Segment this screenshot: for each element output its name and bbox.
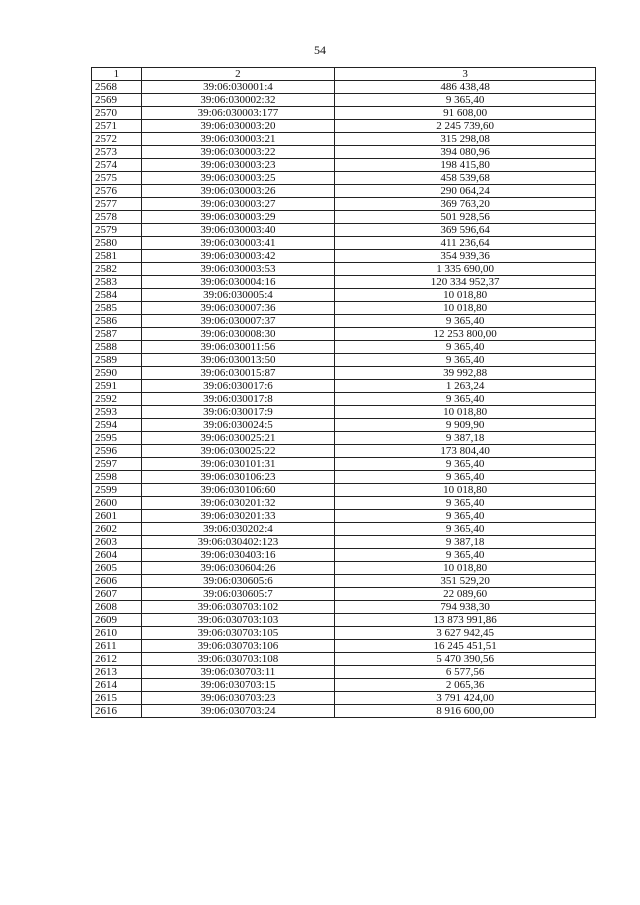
row-number-cell: 2592 [92,393,142,406]
value-cell: 22 089,60 [335,588,596,601]
value-cell: 9 365,40 [335,510,596,523]
cadastral-number-cell: 39:06:030201:32 [141,497,335,510]
table-row [92,419,596,432]
row-number-cell: 2604 [92,549,142,562]
row-number-cell: 2595 [92,432,142,445]
value-cell: 2 245 739,60 [335,120,596,133]
row-number-cell: 2577 [92,198,142,211]
row-number-cell: 2568 [92,81,142,94]
row-number-cell: 2587 [92,328,142,341]
value-cell: 3 627 942,45 [335,627,596,640]
cadastral-number-cell: 39:06:030003:29 [141,211,335,224]
value-cell: 290 064,24 [335,185,596,198]
value-cell: 9 909,90 [335,419,596,432]
cadastral-number-cell: 39:06:030003:20 [141,120,335,133]
row-number-cell: 2583 [92,276,142,289]
table-row [92,198,596,211]
row-number-cell: 2586 [92,315,142,328]
table-row [92,432,596,445]
value-cell: 10 018,80 [335,289,596,302]
value-cell: 5 470 390,56 [335,653,596,666]
table-row [92,302,596,315]
cadastral-number-cell: 39:06:030703:106 [141,640,335,653]
table-row [92,406,596,419]
value-cell: 9 365,40 [335,497,596,510]
cadastral-number-cell: 39:06:030703:103 [141,614,335,627]
table-row [92,237,596,250]
value-cell: 1 335 690,00 [335,263,596,276]
row-number-cell: 2569 [92,94,142,107]
value-cell: 9 365,40 [335,471,596,484]
cadastral-number-cell: 39:06:030201:33 [141,510,335,523]
table-row [92,601,596,614]
cadastral-number-cell: 39:06:030703:108 [141,653,335,666]
value-cell: 6 577,56 [335,666,596,679]
value-cell: 3 791 424,00 [335,692,596,705]
table-row [92,692,596,705]
cadastral-number-cell: 39:06:030605:7 [141,588,335,601]
table-row [92,185,596,198]
row-number-cell: 2582 [92,263,142,276]
cadastral-number-cell: 39:06:030017:9 [141,406,335,419]
value-cell: 1 263,24 [335,380,596,393]
cadastral-number-cell: 39:06:030703:11 [141,666,335,679]
table-row [92,562,596,575]
cadastral-number-cell: 39:06:030003:42 [141,250,335,263]
table-row [92,666,596,679]
value-cell: 9 365,40 [335,458,596,471]
cadastral-number-cell: 39:06:030003:27 [141,198,335,211]
cadastral-number-cell: 39:06:030007:36 [141,302,335,315]
value-cell: 120 334 952,37 [335,276,596,289]
cadastral-number-cell: 39:06:030605:6 [141,575,335,588]
column-header-2: 2 [141,68,335,81]
value-cell: 794 938,30 [335,601,596,614]
table-row [92,315,596,328]
cadastral-number-cell: 39:06:030604:26 [141,562,335,575]
cadastral-number-cell: 39:06:030007:37 [141,315,335,328]
table-row [92,510,596,523]
table-row [92,367,596,380]
row-number-cell: 2579 [92,224,142,237]
value-cell: 369 763,20 [335,198,596,211]
value-cell: 315 298,08 [335,133,596,146]
row-number-cell: 2612 [92,653,142,666]
cadastral-number-cell: 39:06:030106:60 [141,484,335,497]
row-number-cell: 2603 [92,536,142,549]
value-cell: 9 365,40 [335,549,596,562]
row-number-cell: 2580 [92,237,142,250]
row-number-cell: 2570 [92,107,142,120]
value-cell: 501 928,56 [335,211,596,224]
table-row [92,341,596,354]
value-cell: 13 873 991,86 [335,614,596,627]
value-cell: 9 365,40 [335,523,596,536]
table-row [92,549,596,562]
table-row [92,588,596,601]
row-number-cell: 2601 [92,510,142,523]
cadastral-number-cell: 39:06:030703:24 [141,705,335,718]
row-number-cell: 2614 [92,679,142,692]
value-cell: 411 236,64 [335,237,596,250]
row-number-cell: 2576 [92,185,142,198]
page-number: 54 [314,43,326,57]
table-row [92,458,596,471]
table-row [92,575,596,588]
row-number-cell: 2602 [92,523,142,536]
cadastral-number-cell: 39:06:030015:87 [141,367,335,380]
value-cell: 10 018,80 [335,406,596,419]
row-number-cell: 2608 [92,601,142,614]
table-row [92,263,596,276]
value-cell: 2 065,36 [335,679,596,692]
table-row [92,146,596,159]
cadastral-number-cell: 39:06:030003:25 [141,172,335,185]
table-row [92,354,596,367]
row-number-cell: 2590 [92,367,142,380]
cadastral-number-cell: 39:06:030013:50 [141,354,335,367]
cadastral-number-cell: 39:06:030003:23 [141,159,335,172]
row-number-cell: 2616 [92,705,142,718]
row-number-cell: 2606 [92,575,142,588]
cadastral-number-cell: 39:06:030703:15 [141,679,335,692]
value-cell: 12 253 800,00 [335,328,596,341]
table-body [92,81,596,718]
table-row [92,523,596,536]
cadastral-number-cell: 39:06:030025:21 [141,432,335,445]
row-number-cell: 2591 [92,380,142,393]
table-row [92,81,596,94]
table-row [92,679,596,692]
value-cell: 10 018,80 [335,302,596,315]
row-number-cell: 2597 [92,458,142,471]
table-row [92,328,596,341]
cadastral-number-cell: 39:06:030008:30 [141,328,335,341]
value-cell: 394 080,96 [335,146,596,159]
row-number-cell: 2585 [92,302,142,315]
value-cell: 8 916 600,00 [335,705,596,718]
value-cell: 486 438,48 [335,81,596,94]
table-row [92,133,596,146]
row-number-cell: 2607 [92,588,142,601]
table-row [92,393,596,406]
cadastral-number-cell: 39:06:030025:22 [141,445,335,458]
row-number-cell: 2615 [92,692,142,705]
row-number-cell: 2605 [92,562,142,575]
table-row [92,497,596,510]
table-row [92,250,596,263]
table-row [92,653,596,666]
column-header-3: 3 [335,68,596,81]
value-cell: 9 365,40 [335,354,596,367]
cadastral-number-cell: 39:06:030011:56 [141,341,335,354]
value-cell: 16 245 451,51 [335,640,596,653]
cadastral-number-cell: 39:06:030004:16 [141,276,335,289]
row-number-cell: 2609 [92,614,142,627]
row-number-cell: 2593 [92,406,142,419]
row-number-cell: 2594 [92,419,142,432]
row-number-cell: 2611 [92,640,142,653]
row-number-cell: 2573 [92,146,142,159]
cadastral-number-cell: 39:06:030003:177 [141,107,335,120]
table-row [92,94,596,107]
value-cell: 369 596,64 [335,224,596,237]
value-cell: 198 415,80 [335,159,596,172]
row-number-cell: 2584 [92,289,142,302]
row-number-cell: 2596 [92,445,142,458]
table-row [92,627,596,640]
cadastral-value-table [91,67,596,718]
table-row [92,640,596,653]
row-number-cell: 2571 [92,120,142,133]
cadastral-number-cell: 39:06:030003:26 [141,185,335,198]
cadastral-number-cell: 39:06:030002:32 [141,94,335,107]
table-row [92,536,596,549]
value-cell: 173 804,40 [335,445,596,458]
cadastral-number-cell: 39:06:030017:6 [141,380,335,393]
cadastral-number-cell: 39:06:030003:22 [141,146,335,159]
cadastral-number-cell: 39:06:030003:40 [141,224,335,237]
cadastral-number-cell: 39:06:030106:23 [141,471,335,484]
value-cell: 354 939,36 [335,250,596,263]
value-cell: 9 365,40 [335,393,596,406]
value-cell: 9 365,40 [335,341,596,354]
value-cell: 351 529,20 [335,575,596,588]
cadastral-number-cell: 39:06:030703:23 [141,692,335,705]
cadastral-number-cell: 39:06:030001:4 [141,81,335,94]
table-row [92,211,596,224]
table-row [92,159,596,172]
cadastral-number-cell: 39:06:030403:16 [141,549,335,562]
row-number-cell: 2598 [92,471,142,484]
value-cell: 9 387,18 [335,536,596,549]
cadastral-number-cell: 39:06:030003:53 [141,263,335,276]
table-row [92,172,596,185]
cadastral-number-cell: 39:06:030017:8 [141,393,335,406]
value-cell: 9 387,18 [335,432,596,445]
table-row [92,380,596,393]
row-number-cell: 2588 [92,341,142,354]
row-number-cell: 2600 [92,497,142,510]
cadastral-number-cell: 39:06:030202:4 [141,523,335,536]
table-row [92,289,596,302]
row-number-cell: 2581 [92,250,142,263]
row-number-cell: 2610 [92,627,142,640]
table-row [92,276,596,289]
value-cell: 39 992,88 [335,367,596,380]
table-row [92,484,596,497]
value-cell: 9 365,40 [335,315,596,328]
table-header-row [92,68,596,81]
row-number-cell: 2574 [92,159,142,172]
table-row [92,120,596,133]
cadastral-number-cell: 39:06:030024:5 [141,419,335,432]
value-cell: 458 539,68 [335,172,596,185]
column-header-1: 1 [92,68,142,81]
row-number-cell: 2599 [92,484,142,497]
table-row [92,445,596,458]
table-row [92,471,596,484]
table-row [92,224,596,237]
cadastral-number-cell: 39:06:030003:21 [141,133,335,146]
value-cell: 10 018,80 [335,562,596,575]
cadastral-number-cell: 39:06:030101:31 [141,458,335,471]
cadastral-number-cell: 39:06:030703:105 [141,627,335,640]
row-number-cell: 2575 [92,172,142,185]
cadastral-number-cell: 39:06:030005:4 [141,289,335,302]
table-row [92,705,596,718]
cadastral-number-cell: 39:06:030703:102 [141,601,335,614]
value-cell: 91 608,00 [335,107,596,120]
table-row [92,107,596,120]
table-row [92,614,596,627]
value-cell: 9 365,40 [335,94,596,107]
cadastral-number-cell: 39:06:030402:123 [141,536,335,549]
value-cell: 10 018,80 [335,484,596,497]
row-number-cell: 2572 [92,133,142,146]
row-number-cell: 2578 [92,211,142,224]
row-number-cell: 2589 [92,354,142,367]
cadastral-number-cell: 39:06:030003:41 [141,237,335,250]
row-number-cell: 2613 [92,666,142,679]
